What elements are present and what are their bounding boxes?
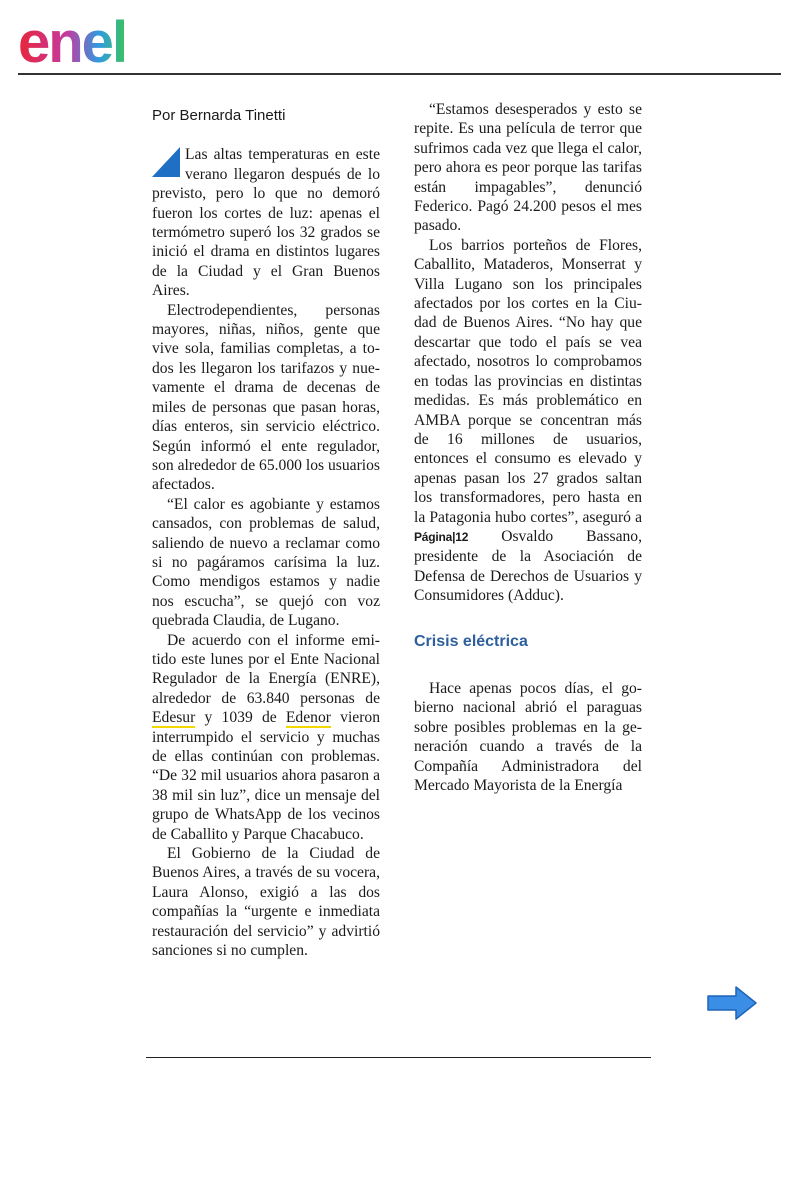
footer-divider (146, 1057, 651, 1058)
paragraph-7: Los barrios porteños de Flores, Caballito, Mataderos, Monserrat y Villa Lugano son los principales afectados por los cortes en la Ciudad de Buenos Aires. “No hay que descartar que todo el país se vea afectado, nosotros lo comprobamos en todas las provincias en distintas medidas. Es más problemático en AMBA porque se concentran más de 16 millones de usuarios, entonces el consumo es elevado y apenas pasan los 27 grados saltan los transformadores, pero hasta en la Patagonia hubo cortes”, aseguró a Página|12 Osvaldo Bassano, presidente de la Asociación de Defensa de Derechos de Usuarios y Consumidores (Adduc). (414, 236, 642, 605)
paragraph-6: “Estamos desesperados y esto se repite. Es una película de terror que sufrimos cada vez que llega el calor, pero ahora es peor porque las tarifas están impagables”, denunció Federico. Pagó 24.200 pesos el mes pasado. (414, 101, 642, 235)
paragraph-8: Hace apenas pocos días, el gobierno nacional abrió el paraguas sobre posibles problemas en la generación cuando a través de la Compañía Administradora del Mercado Mayorista de la Energía (414, 679, 642, 794)
paragraph-5: El Gobierno de la Ciudad de Buenos Aires, a través de su vocera, Laura Alonso, exigió a las dos compañías la “urgente e inmediata restauración del servicio” y advirtió sanciones si no cumplen. (152, 845, 380, 960)
paragraph-4: De acuerdo con el informe emitido este lunes por el Ente Nacional Regulador de la Energía (ENRE), alrededor de 63.840 personas de Edesur y 1039 de Edenor vieron interrumpido el servicio y muchas de ellas continúan con problemas. “De 32 mil usuarios ahora pasaron a 38 mil sin luz”, dice un mensaje del grupo de WhatsApp de los vecinos de Caballito y Parque Chacabuco. (152, 631, 380, 843)
section-heading: Crisis eléctrica (414, 632, 528, 650)
paragraph-3: “El calor es agobiante y estamos cansados, con problemas de salud, saliendo de nuevo a reclamar como si no pagáramos carísima la luz. Como mendigos estamos y nadie nos escucha”, se quejó con voz quebrada Claudia, de Lugano. (152, 495, 380, 630)
article-column-left (152, 100, 380, 960)
header-divider (18, 73, 781, 75)
triangle-icon (152, 147, 180, 177)
paragraph-1: Las altas temperaturas en este verano llegaron después de lo previsto, pero lo que no demoró fueron los cortes de luz: apenas el termómetro superó los 32 grados se inició el drama en distintos lugares de la Ciudad y el Gran Buenos Aires. (152, 146, 380, 300)
article-column-right (414, 100, 642, 795)
byline: Por Bernarda Tinetti (152, 107, 286, 124)
svg-text:enel: enel (18, 10, 127, 70)
highlight-edesur: Edesur (152, 709, 196, 727)
paragraph-2: Electrodependientes, personas mayores, niñas, niños, gente que vive sola, familias completas, a todos les llegaron los tarifazos y nuevamente el drama de decenas de miles de personas que pasan horas, días enteros, sin servicio eléctrico. Según informó el ente regulador, son alrededor de 65.000 los usuarios afectados. (152, 301, 380, 494)
right-arrow-icon[interactable] (706, 985, 758, 1021)
highlight-edenor: Edenor (285, 709, 331, 727)
enel-logo (18, 10, 178, 70)
pagina12-brand: Página|12 (414, 529, 469, 544)
